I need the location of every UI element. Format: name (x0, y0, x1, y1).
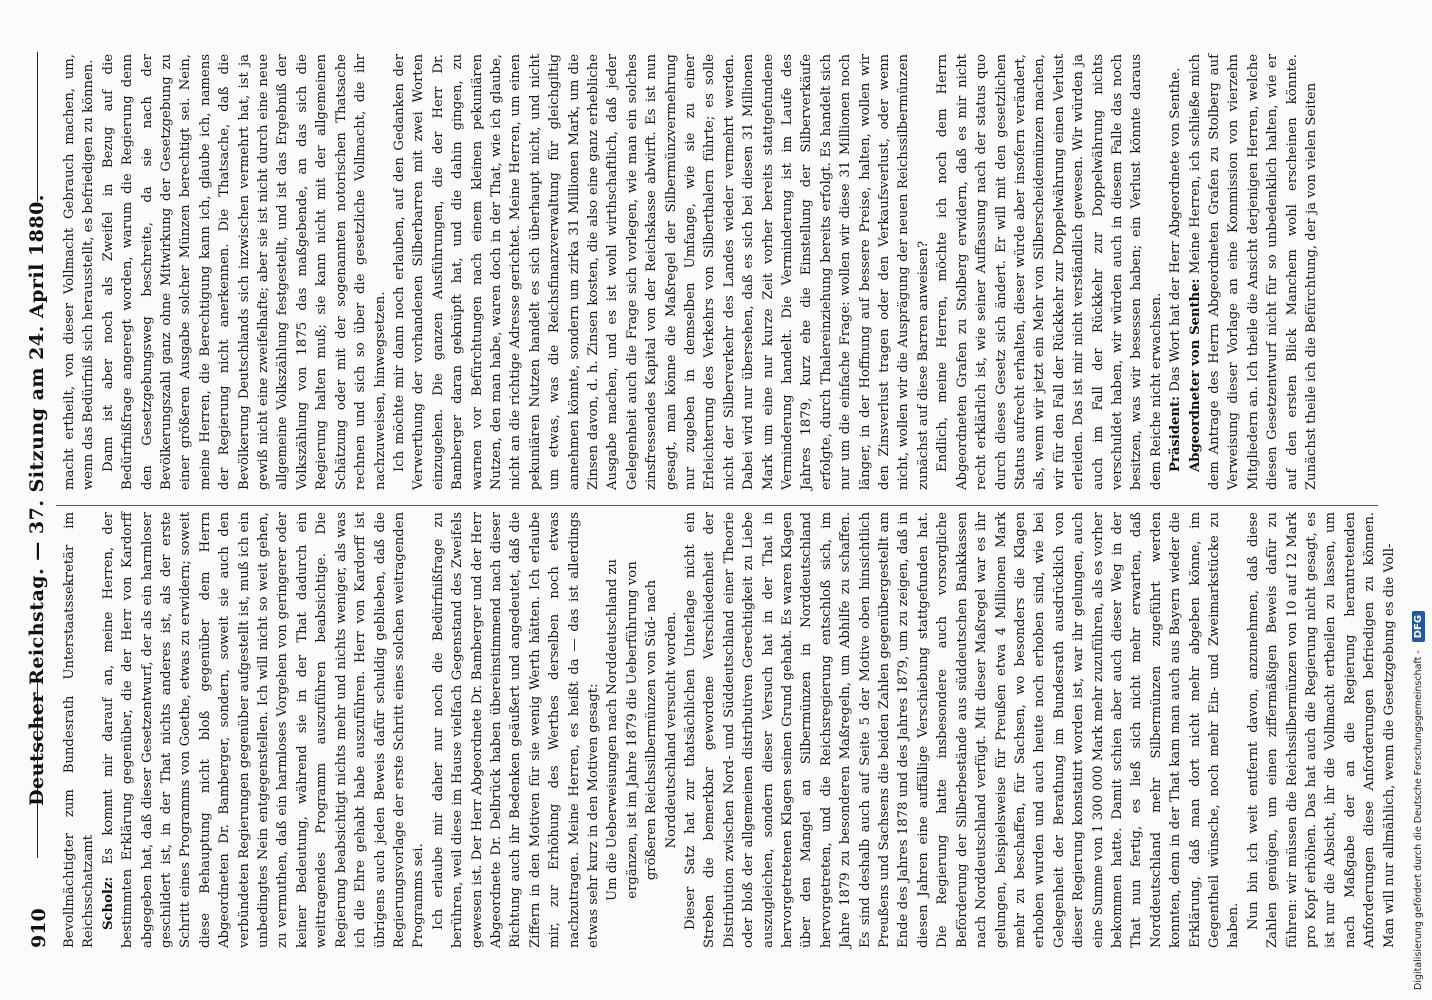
paragraph-text: Ich möchte mir dann noch erlauben, auf den Gedanken der Verwerthung der vorhandenen Silberbarren mit zwei Worten einzugehen. Die ganzen Ausführungen, die der Herr Dr. Bamberger daran geknüpft hat, und die dahin gingen, zu warnen vor Befürchtungen nach einem kleinen pekuniären Nutzen, den man habe, waren doch in der That, wie ich glaube, nicht an die richtige Adresse gerichtet. Meine Herren, um einen pekuniären Nutzen handelt es sich überhaupt nicht, und nicht um etwas, was die Reichsfinanzverwaltung für gleichgiltig annehmen könnte, sondern um zirka 31 Millionen Mark, um die Zinsen davon, d. h. Zinsen kosten, die also eine ganz erhebliche Ausgabe machen, und es ist wohl wirthschaftlich, daß jeder Gelegenheit auch die Frage sich vorlegen, wie man ein solches zinsfressendes Kapital von der Reichskasse abwirft. Es ist nun gesagt, man könne die Maßregel der Silbermünzvermehrung nur zugeben in demselben Umfange, wie sie zu einer Erleichterung des Verkehrs von Silberthalern führte; es solle nicht der Silberverkehr des Landes wieder vermehrt werden. Dabei wird nur übersehen, daß es sich bei diesen 31 Millionen Mark um eine nur kurze Zeit vorher bereits stattgefundene Verminderung handelt. Die Verminderung ist im Laufe des Jahres 1879, kurz ehe die Einstellung der Silberverkäufe erfolgte, durch Thalereinziehung bereits erfolgt. Es handelt sich nur um die einfache Frage: wollen wir diese 31 Millionen noch länger, in der Hoffnung auf bessere Preise, halten, wollen wir den Zinsverlust tragen oder den Verkaufsverlust, oder wenn nicht, wollen wir die Ausprägung der neuen Reichssilbermünzen zunächst auf diese Barren anweisen? (391, 54, 931, 490)
speaker-name: Abgeordneter von Senthe: (1187, 278, 1203, 472)
paragraph-text: Meine Herren, ich schließe mich dem Antrage des Herrn Abgeordneten Grafen zu Stolberg auf Verweisung dieser Vorlage an eine Kommission von vierzehn Mitgliedern an. Ich theile die Ansicht derjenigen Herren, welche diesen Gesetzentwurf nicht für so unbedenklich halten, wie er auf den ersten Blick Manchem wohl erscheinen könnte. Zunächst theile ich die Befürchtung, der ja von vielen Seiten (1187, 54, 1319, 490)
paragraph-text: Endlich, meine Herren, möchte ich noch dem Herrn Abgeordneten Grafen zu Stolberg erwidern, daß es mir nicht recht erklärlich ist, wie seiner Auffassung nach der status quo durch dieses Gesetz sich ändert. Er will mit den gesetzlichen Status aufrecht erhalten, dieser würde aber insofern verändert, als, wenn wir jetzt ein Mehr von Silberscheidemünzen machen, wir für den Fall der Rückkehr zur Doppelwährung einen Verlust erleiden. Das ist mir nicht verständlich gewesen. Wir würden ja auch im Fall der Rückkehr zur Doppelwährung nichts verschuldet haben, wir würden auch in diesem Falle das noch besitzen, was wir besessen haben; ein Verlust könnte daraus dem Reiche nicht erwachsen. (935, 54, 1164, 490)
text-paragraph (390, 54, 933, 490)
text-paragraph (933, 54, 1166, 490)
paragraph-text: Nun bin ich weit entfernt davon, anzunehmen, daß diese Zahlen genügen, um einen ziffermäßigen Beweis dafür zu führen: wir müssen die Reichssilbermünzen von 10 auf 12 Mark pro Kopf erhöhen. Das hat auch die Regierung nicht gesagt, es ist nur die Absicht, ihr die Vollmacht ertheilen zu lassen, um nach Maßgabe der an die Regierung herantretenden Anforderungen diese Anforderungen befriedigen zu können. Man will nur allmählich, wenn die Gesetzgebung es die Voll- (1245, 512, 1397, 948)
text-paragraph (60, 54, 99, 490)
paragraph-text: Es kommt mir darauf an, meine Herren, der bestimmten Erklärung gegenüber, die der Herr von Kardorff abgegeben hat, daß dieser Gesetzentwurf, der als ein harmloser geschildert ist, in der That nichts anderes ist, als der erste Schritt eines Programms von Goethe, etwas zu erwidern; soweit diese Behauptung nicht bloß gegenüber dem Herrn Abgeordneten Dr. Bamberger, sondern, soweit sie auch den verbündeten Regierungen gegenüber aufgestellt ist, muß ich ein unbedingtes Nein entgegenstellen. Ich will nicht so weit gehen, zu vermuthen, daß ein harmloses Vorgehen von geringerer oder keiner Bedeutung, während sie in der That dadurch ein weittragendes Programm auszuführen beabsichtige. Die Regierung beabsichtigt nichts mehr und nichts weniger, als was ich die Ehre gehabt habe auszuführen. Herr von Kardorff ist übrigens auch jeden Beweis dafür schuldig geblieben, daß die Regierungsvorlage der erste Schritt eines solchen weitragenden Programms sei. (100, 512, 427, 948)
dfg-logo: DFG (1412, 611, 1425, 642)
page-header (22, 52, 56, 948)
speaker-name: Scholz: (100, 876, 116, 930)
page-number: 910 (28, 908, 50, 948)
left-column (60, 512, 1397, 948)
paragraph-text: Dieser Satz hat zur thatsächlichen Unterlage nicht ein Streben die bemerkbar gewordene Verschiedenheit der Distribution zwischen Nord- und Süddeutschland einer Theorie oder bloß der allgemeinen distributiven Gerechtigkeit zu Liebe auszugleichen, sondern dieser Versuch hat in der That in hervorgetretenen Klagen seinen Grund gehabt. Es waren Klagen über den Mangel an Silbermünzen in Norddeutschland hervorgetreten, und die Reichsregierung entschloß sich, im Jahre 1879 zu besonderen Maßregeln, um Abhilfe zu schaffen. Es sind deshalb auch auf Seite 5 der Motive oben hinsichtlich Preußens und Sachsens die beiden Zahlen gegenübergestellt am Ende des Jahres 1878 und des Jahres 1879, um zu zeigen, daß in diesen Jahren eine auffällige Verschiebung stattgefunden hat. Die Regierung hatte insbesondere auch vorsorgliche Beförderung der Silberbestände aus süddeutschen Bankkassen nach Norddeutschland verfügt. Mit dieser Maßregel war es ihr gelungen, beispielsweise für Preußen etwa 4 Millionen Mark mehr zu beschaffen, für Sachsen, wo besonders die Klagen erhoben wurden und auch heute noch erhoben sind, wie bei Gelegenheit der Berathung im Bundesrath ausdrücklich von dieser Regierung konstatirt worden ist, war ihr gelungen, auch eine Summe von 1 300 000 Mark mehr zuzuführen, als es vorher bekommen hatte. Damit schien aber auch dieser Weg in der That nun fertig, es ließ sich nicht mehr erwarten, daß Norddeutschland mehr Silbermünzen zugeführt werden konnten, denn in der That kam man auch aus Bayern wieder die Erklärung, daß man dort nicht mehr abgeben könne, im Gegentheil wünsche, noch mehr Ein- und Zweimarkstücke zu haben. (683, 512, 1242, 948)
paragraph-text: macht ertheilt, von dieser Vollmacht Gebrauch machen, um, wenn das Bedürfniß sich herausstellt, es befriedigen zu können. (62, 54, 97, 490)
digitization-credit: Digitalisierung gefördert durch die Deutsche Forschungsgemeinschaft - (1413, 650, 1424, 990)
speech-paragraph (1186, 54, 1322, 490)
digitization-note (1408, 0, 1432, 1000)
speaker-name: Präsident: (1168, 395, 1184, 472)
column-divider (56, 505, 1378, 506)
speech-paragraph (99, 512, 429, 948)
text-paragraph (681, 512, 1244, 948)
right-column (60, 54, 1360, 490)
paragraph-text: Ich erlaube mir daher nur noch die Bedürfnißfrage zu berühren, weil diese im Hause vielfach Gegenstand des Zweifels gewesen ist. Der Herr Abgeordnete Dr. Bamberger und der Herr Abgeordnete Dr. Delbrück haben übereinstimmend nach dieser Richtung auch ihr Bedenken geäußert und angedeutet, daß die Ziffern in den Motiven für sie wenig Werth hätten. Ich erlaube mir, zur Erhöhung des Werthes derselben noch etwas nachzutragen. Meine Herren, es heißt da — das ist allerdings etwas sehr kurz in den Motiven gesagt: (430, 512, 601, 948)
paragraph-text: Das Wort hat der Herr Abgeordnete von Senthe. (1168, 67, 1184, 392)
running-title: Deutscher Reichstag. — 37. Sitzung am 24. April 1880. (26, 194, 48, 806)
text-paragraph (1244, 512, 1399, 948)
paragraph-text: Dann ist aber noch als Zweifel in Bezug auf die Bedürfnißfrage angeregt worden, warum die Regierung denn den Gesetzgebungsweg beschreite, da sie nach der Bevölkerungszahl ganz ohne Mitwirkung der Gesetzgebung zu einer größeren Ausgabe solcher Münzen berechtigt sei. Nein, meine Herren, die Berechtigung kann ich, glaube ich, namens der Regierung nicht anerkennen. Die Thatsache, daß die Bevölkerung Deutschlands sich inzwischen vermehrt hat, ist ja gewiß nicht eine zweifelhafte; aber sie ist nicht durch eine neue allgemeine Volkszählung festgestellt, und ist das Ergebniß der Volkszählung von 1875 das maßgebende, an das sich die Regierung halten muß; sie kann nicht mit der allgemeinen Schätzung oder mit der sogenannten notorischen Thatsache rechnen und sich so über die gesetzliche Vollmacht, die ihr nachzuweisen, hinwegsetzen. (100, 54, 388, 490)
text-paragraph (60, 512, 99, 948)
text-paragraph (429, 512, 604, 948)
quoted-passage (603, 512, 681, 948)
paragraph-text: Um die Ueberweisungen nach Norddeutschland zu ergänzen, ist im Jahre 1879 die Ueberführung von größeren Reichssilbermünzen von Süd- nach Norddeutschland versucht worden. (605, 559, 679, 901)
text-paragraph (99, 54, 390, 490)
paragraph-text: Bevollmächtigter zum Bundesrath Unterstaatssekretär im Reichsschatzamt (62, 512, 97, 948)
header-rule-right (37, 52, 38, 202)
speech-paragraph (1166, 54, 1185, 490)
